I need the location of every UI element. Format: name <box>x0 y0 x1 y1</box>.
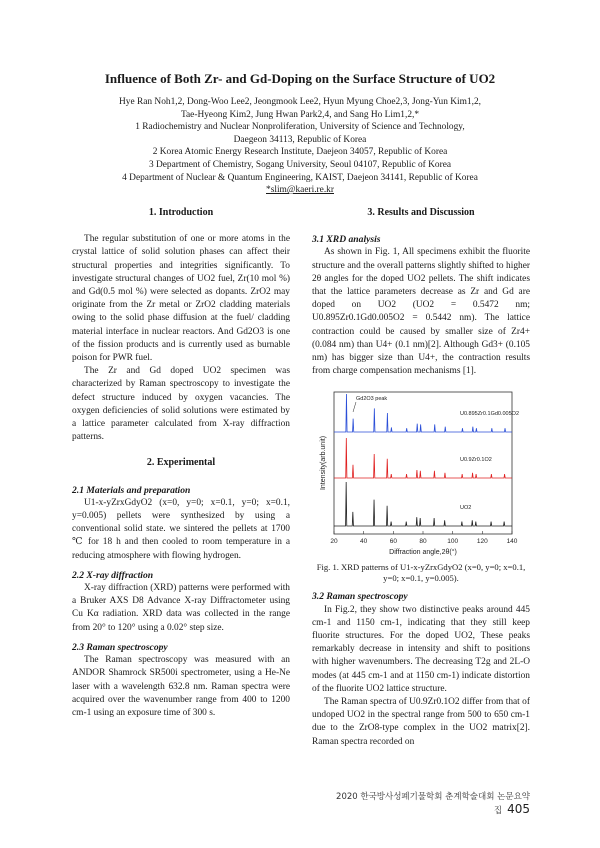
intro-heading: 1. Introduction <box>148 207 214 218</box>
footer-text: 2020 한국방사성폐기물학회 춘계학술대회 논문요약집 <box>336 792 530 816</box>
x-tick-label: 100 <box>447 538 459 546</box>
x-axis-label: Diffraction angle,2θ(°) <box>389 549 457 557</box>
xrd-method-paragraph: X-ray diffraction (XRD) patterns were performed with a Bruker AXS D8 Advance X-ray Diffractometer using Cu Kα radiation. XRD data was collected in the range from 20° to 120° using a 0.02° step size. <box>72 583 290 633</box>
author-block <box>60 96 540 197</box>
x-tick-label: 80 <box>419 538 427 546</box>
raman-method-paragraph: The Raman spectroscopy was measured with an ANDOR Shamrock SR500i spectrometer, using a He-Ne laser with a wavelength 632.8 nm. Raman spectra were acquired over the wavenumber range from 400 to 1200 cm-1 using an exposure time of 300 s. <box>72 655 290 718</box>
xrd-series-line <box>334 482 512 526</box>
raman-analysis-paragraph-1: In Fig.2, they show two distinctive peaks around 445 cm-1 and 1150 cm-1, indicating that they still keep fluorite structures. For the doped UO2, These peaks remarkably decrease in intensity and shift to positions with higher wavenumbers. The decreasing T2g and 2L-O modes (at 445 cm-1 and at 1150 cm-1) indicate distortion of the fluorite UO2 lattice structure. <box>312 604 530 694</box>
email-link[interactable]: *slim@kaeri.re.kr <box>266 185 334 196</box>
title-text: Influence of Both Zr- and Gd-Doping on the Surface Structure of UO2 <box>104 71 496 86</box>
right-column <box>312 206 530 749</box>
intro-paragraph-2: The Zr and Gd doped UO2 specimen was characterized by Raman spectroscopy to investigate the defect structure induced by oxygen vacancies. The oxygen deficiencies of solid solutions were estimated by a lattice parameter calculated from X-ray diffraction patterns. <box>72 366 290 443</box>
affiliation-4: 4 Department of Nuclear & Quantum Engineering, KAIST, Daejeon 34141, Republic of Korea <box>122 172 478 183</box>
xrd-chart <box>312 388 530 560</box>
y-axis-label: Intensity(arb.unit) <box>320 436 327 491</box>
annotation-arrow <box>353 402 356 412</box>
raman-analysis-heading: 3.2 Raman spectroscopy <box>312 591 408 603</box>
raman-analysis-paragraph-2: The Raman spectra of U0.9Zr0.1O2 differ from that of undoped UO2 in the spectral range from 500 to 650 cm-1 due to the ZrO8-type complex in the UO2 matrix[2]. Raman spectra recorded on <box>312 697 530 747</box>
xrd-analysis-heading: 3.1 XRD analysis <box>312 234 381 246</box>
page-number: 405 <box>507 802 530 816</box>
series-label: U0.895Zr0.1Gd0.005O2 <box>460 411 520 418</box>
xrd-analysis-paragraph: As shown in Fig. 1, All specimens exhibit the fluorite structure and the overall patterns slightly shifted to higher 2θ angles for the doped UO2 pellets. The shift indicates that the lattice parameters decrease as Zr and Gd are doped on UO2 (UO2 = 0.5472 nm; U0.895Zr0.1Gd0.005O2 = 0.5442 nm). The lattice contraction could be caused by smaller size of Zr4+ (0.084 nm) than U4+ (0.1 nm)[2]. Although Gd3+ (0.105 nm) has bigger size than U4+, the contraction results from charge compensation mechanisms [1]. <box>312 247 530 377</box>
xrd-figure <box>312 388 530 560</box>
series-label: UO2 <box>460 505 472 512</box>
paper-title <box>0 71 600 87</box>
author-line-1: Hye Ran Noh1,2, Dong-Woo Lee2, Jeongmook Lee2, Hyun Myung Choe2,3, Jong-Yun Kim1,2, <box>119 97 481 107</box>
series-label: U0.9Zr0.1O2 <box>460 457 492 464</box>
left-column <box>72 206 290 720</box>
gd2o3-annotation: Gd2O3 peak <box>356 396 388 403</box>
materials-heading: 2.1 Materials and preparation <box>72 484 191 496</box>
x-tick-label: 60 <box>389 538 397 546</box>
affiliation-3: 3 Department of Chemistry, Sogang University, Seoul 04107, Republic of Korea <box>148 159 452 170</box>
x-tick-label: 120 <box>476 538 488 546</box>
x-tick-label: 140 <box>506 538 518 546</box>
results-heading: 3. Results and Discussion <box>367 207 475 218</box>
affiliation-1: 1 Radiochemistry and Nuclear Nonproliferation, University of Science and Technology, <box>135 122 465 133</box>
affiliation-2: 2 Korea Atomic Energy Research Institute, Daejeon 34057, Republic of Korea <box>152 147 448 158</box>
affiliation-1b: Daegeon 34113, Republic of Korea <box>233 134 367 145</box>
x-tick-label: 40 <box>360 538 368 546</box>
experimental-heading: 2. Experimental <box>146 457 216 469</box>
xrd-method-heading: 2.2 X-ray diffraction <box>72 569 154 581</box>
author-line-2: Tae-Hyeong Kim2, Jung Hwan Park2,4, and Sang Ho Lim1,2,* <box>180 109 420 120</box>
x-tick-label: 20 <box>330 538 338 546</box>
raman-method-heading: 2.3 Raman spectroscopy <box>72 641 168 653</box>
intro-paragraph-1: The regular substitution of one or more atoms in the crystal lattice of solid solution phases can affect their structural properties and integrities significantly. To investigate structural changes of UO2 fuel, Zr(10 mol %) and Gd(0.5 mol %) were selected as dopants. ZrO2 may originate from the Zr metal or ZrO2 cladding materials owing to the solid phase diffusion at the fuel/ cladding material interface in nuclear reactors. And Gd2O3 is one of the fission products and is currently used as burnable poison for PWR fuel. <box>72 234 290 364</box>
page-footer <box>330 790 530 816</box>
figure-1-caption: Fig. 1. XRD patterns of U1-x-yZrxGdyO2 (x=0, y=0; x=0.1, y=0; x=0.1, y=0.005). <box>316 562 526 584</box>
materials-paragraph: U1-x-yZrxGdyO2 (x=0, y=0; x=0.1, y=0; x=0.1, y=0.005) pellets were synthesized by using a conventional solid state. we sintered the pellets at 1700 ℃ for 18 h and then cooled to room temperature in a reducing atmosphere with flowing hydrogen. <box>72 497 290 561</box>
